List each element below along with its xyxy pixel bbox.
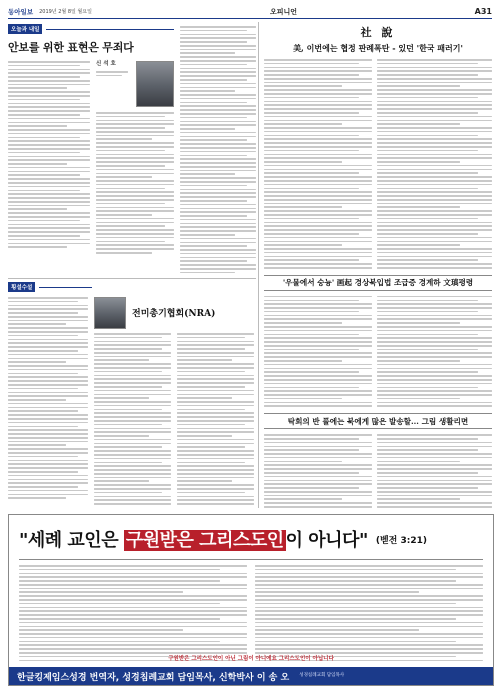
editorial-section xyxy=(264,24,492,508)
issue-date: 2019년 2월 8일 월요일 xyxy=(39,9,92,15)
ad-red-notice: 구원받은 그리스도인이 아닌 그림이 아니에요 그리스도인이 아닙니다 xyxy=(168,656,334,662)
column-hoengseol xyxy=(8,282,256,508)
church-advertisement xyxy=(8,514,494,686)
ad-headline xyxy=(19,525,483,553)
page-number: A31 xyxy=(474,7,492,16)
column-title-2: 전미총기협회(NRA) xyxy=(132,308,216,319)
column-kicker: 오늘과 내일 xyxy=(8,24,42,34)
ad-organization: 한글킹제임스성경 번역자, 성경침례교회 담임목사, 신학박사 이 송 오 xyxy=(17,672,290,683)
column-continuation xyxy=(180,24,256,274)
ad-headline-pre: "세례 교인은 xyxy=(19,530,124,551)
section-name: 오피니언 xyxy=(270,7,298,16)
newspaper-logo: 동아일보 xyxy=(8,8,34,16)
column-body-text-2 xyxy=(96,112,174,254)
columnist-photo xyxy=(136,61,174,107)
editorial-headline-1: 美, 이번에는 협정 판례폭탄 - 있던 '한국 패러기' xyxy=(293,43,463,53)
page-header xyxy=(8,5,492,19)
ad-bible-reference: (벧전 3:21) xyxy=(375,535,427,546)
ad-contact: 성경침례교회 담임목사 xyxy=(299,673,345,678)
column-title: 안보를 위한 표현은 무죄다 xyxy=(8,41,134,54)
column-body-text xyxy=(8,61,90,256)
column-today-tomorrow xyxy=(8,24,174,274)
ad-headline-highlight: 구원받은 그리스도인 xyxy=(125,530,284,551)
columnist-name: 신 석 호 xyxy=(96,61,116,67)
editorial-headline-3: 탁회의 반 풀에는 북에게 많은 발송할... 그림 생활리면 xyxy=(264,413,492,429)
column-kicker-2: 횡설수설 xyxy=(8,282,35,292)
columnist-photo-2 xyxy=(94,297,126,329)
editorial-headline-2: '우물에서 숭늉' 画起 경상북입법 조급증 경계하 文瑱평령 xyxy=(264,275,492,291)
editorial-label: 社 說 xyxy=(360,26,396,39)
ad-headline-post: 이 아니다" xyxy=(285,530,368,551)
ad-footer xyxy=(9,667,493,685)
